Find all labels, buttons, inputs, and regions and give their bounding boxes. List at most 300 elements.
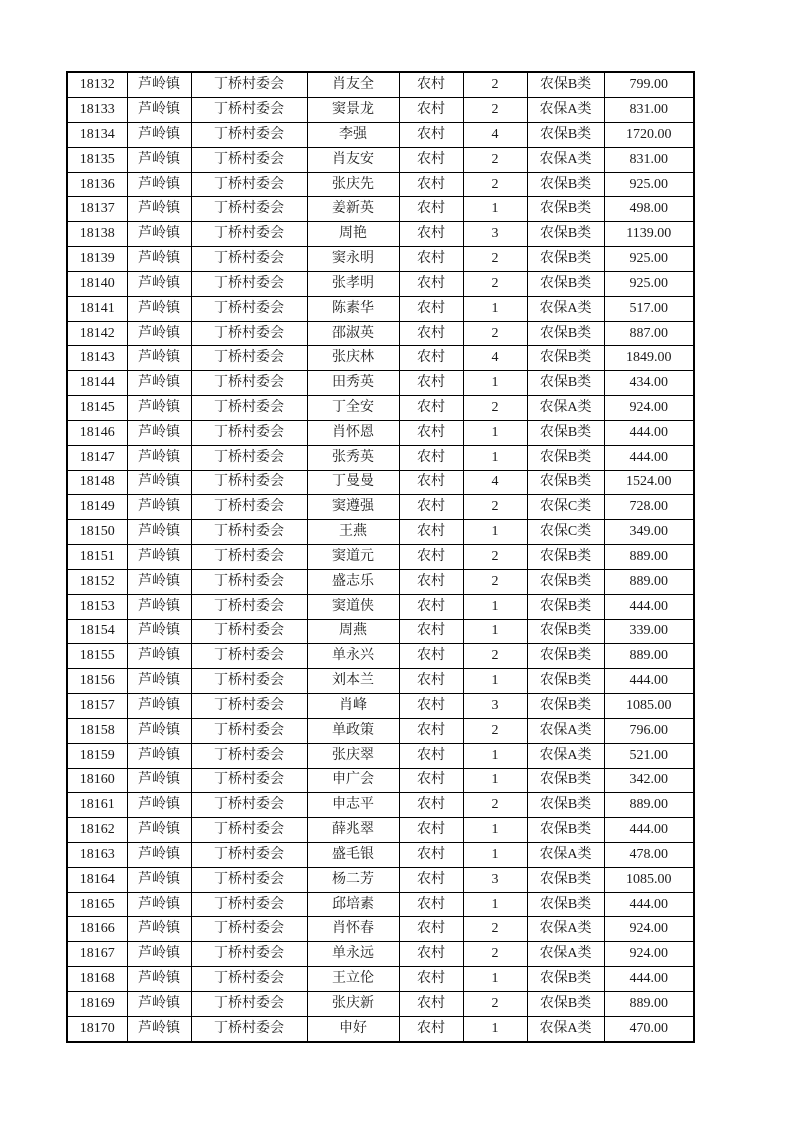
cell-village-committee: 丁桥村委会 [191,843,307,868]
cell-record-id: 18158 [67,718,127,743]
cell-person-count: 1 [463,843,527,868]
cell-name: 张庆先 [307,172,399,197]
cell-town: 芦岭镇 [127,420,191,445]
cell-person-count: 2 [463,396,527,421]
cell-record-id: 18154 [67,619,127,644]
cell-insurance-category: 农保A类 [527,396,604,421]
table-row [67,694,694,719]
cell-village-committee: 丁桥村委会 [191,445,307,470]
cell-town: 芦岭镇 [127,122,191,147]
cell-residence-type: 农村 [399,818,463,843]
cell-amount: 831.00 [604,147,694,172]
cell-residence-type: 农村 [399,296,463,321]
cell-insurance-category: 农保B类 [527,545,604,570]
cell-town: 芦岭镇 [127,470,191,495]
cell-name: 张庆新 [307,991,399,1016]
cell-town: 芦岭镇 [127,768,191,793]
cell-person-count: 2 [463,98,527,123]
table-row [67,569,694,594]
cell-village-committee: 丁桥村委会 [191,122,307,147]
cell-person-count: 1 [463,967,527,992]
cell-name: 姜新英 [307,197,399,222]
cell-residence-type: 农村 [399,619,463,644]
table-row [67,396,694,421]
cell-village-committee: 丁桥村委会 [191,669,307,694]
cell-residence-type: 农村 [399,892,463,917]
cell-amount: 478.00 [604,843,694,868]
cell-village-committee: 丁桥村委会 [191,222,307,247]
cell-town: 芦岭镇 [127,942,191,967]
cell-residence-type: 农村 [399,321,463,346]
cell-person-count: 2 [463,147,527,172]
cell-insurance-category: 农保B类 [527,420,604,445]
cell-record-id: 18169 [67,991,127,1016]
table-row [67,271,694,296]
cell-village-committee: 丁桥村委会 [191,967,307,992]
cell-record-id: 18133 [67,98,127,123]
cell-village-committee: 丁桥村委会 [191,793,307,818]
cell-town: 芦岭镇 [127,1016,191,1042]
cell-person-count: 1 [463,520,527,545]
table-row [67,843,694,868]
table-row [67,743,694,768]
cell-insurance-category: 农保A类 [527,147,604,172]
cell-village-committee: 丁桥村委会 [191,247,307,272]
cell-town: 芦岭镇 [127,694,191,719]
records-table [66,71,695,1043]
cell-amount: 349.00 [604,520,694,545]
cell-name: 张秀英 [307,445,399,470]
cell-record-id: 18156 [67,669,127,694]
cell-town: 芦岭镇 [127,818,191,843]
cell-amount: 470.00 [604,1016,694,1042]
cell-town: 芦岭镇 [127,271,191,296]
cell-residence-type: 农村 [399,470,463,495]
cell-town: 芦岭镇 [127,147,191,172]
cell-record-id: 18167 [67,942,127,967]
cell-amount: 925.00 [604,247,694,272]
cell-record-id: 18164 [67,867,127,892]
table-row [67,867,694,892]
cell-name: 王立伦 [307,967,399,992]
cell-name: 丁曼曼 [307,470,399,495]
cell-village-committee: 丁桥村委会 [191,495,307,520]
cell-amount: 1139.00 [604,222,694,247]
cell-person-count: 2 [463,793,527,818]
cell-name: 单永兴 [307,644,399,669]
cell-residence-type: 农村 [399,917,463,942]
cell-residence-type: 农村 [399,396,463,421]
cell-insurance-category: 农保B类 [527,122,604,147]
cell-record-id: 18141 [67,296,127,321]
cell-amount: 517.00 [604,296,694,321]
cell-village-committee: 丁桥村委会 [191,72,307,98]
cell-village-committee: 丁桥村委会 [191,271,307,296]
cell-residence-type: 农村 [399,1016,463,1042]
cell-person-count: 1 [463,296,527,321]
cell-residence-type: 农村 [399,445,463,470]
cell-record-id: 18147 [67,445,127,470]
cell-town: 芦岭镇 [127,445,191,470]
cell-village-committee: 丁桥村委会 [191,569,307,594]
cell-person-count: 2 [463,495,527,520]
cell-name: 丁全安 [307,396,399,421]
cell-amount: 799.00 [604,72,694,98]
table-body [67,72,694,1042]
cell-record-id: 18150 [67,520,127,545]
cell-name: 邵淑英 [307,321,399,346]
cell-person-count: 2 [463,644,527,669]
cell-village-committee: 丁桥村委会 [191,942,307,967]
cell-village-committee: 丁桥村委会 [191,346,307,371]
cell-town: 芦岭镇 [127,495,191,520]
cell-insurance-category: 农保B类 [527,72,604,98]
cell-insurance-category: 农保A类 [527,1016,604,1042]
cell-amount: 796.00 [604,718,694,743]
cell-residence-type: 农村 [399,495,463,520]
cell-amount: 887.00 [604,321,694,346]
table-row [67,942,694,967]
cell-person-count: 1 [463,420,527,445]
cell-residence-type: 农村 [399,197,463,222]
table-row [67,470,694,495]
cell-amount: 1720.00 [604,122,694,147]
cell-record-id: 18142 [67,321,127,346]
table-row [67,818,694,843]
cell-village-committee: 丁桥村委会 [191,1016,307,1042]
cell-amount: 434.00 [604,371,694,396]
cell-village-committee: 丁桥村委会 [191,545,307,570]
cell-person-count: 1 [463,892,527,917]
cell-person-count: 2 [463,917,527,942]
cell-name: 肖友全 [307,72,399,98]
cell-record-id: 18143 [67,346,127,371]
cell-town: 芦岭镇 [127,619,191,644]
cell-village-committee: 丁桥村委会 [191,371,307,396]
cell-insurance-category: 农保B类 [527,470,604,495]
table-row [67,520,694,545]
cell-name: 窦景龙 [307,98,399,123]
cell-record-id: 18138 [67,222,127,247]
cell-residence-type: 农村 [399,98,463,123]
cell-insurance-category: 农保A类 [527,743,604,768]
cell-amount: 924.00 [604,396,694,421]
cell-person-count: 1 [463,1016,527,1042]
cell-town: 芦岭镇 [127,793,191,818]
cell-name: 单政策 [307,718,399,743]
table-row [67,296,694,321]
cell-residence-type: 农村 [399,420,463,445]
cell-insurance-category: 农保A类 [527,98,604,123]
cell-town: 芦岭镇 [127,197,191,222]
table-row [67,371,694,396]
cell-town: 芦岭镇 [127,545,191,570]
cell-town: 芦岭镇 [127,917,191,942]
cell-town: 芦岭镇 [127,172,191,197]
cell-record-id: 18166 [67,917,127,942]
cell-insurance-category: 农保B类 [527,818,604,843]
cell-name: 窦遵强 [307,495,399,520]
cell-insurance-category: 农保B类 [527,892,604,917]
table-row [67,718,694,743]
cell-village-committee: 丁桥村委会 [191,147,307,172]
cell-town: 芦岭镇 [127,991,191,1016]
table-row [67,793,694,818]
table-row [67,1016,694,1042]
cell-person-count: 1 [463,445,527,470]
table-row [67,247,694,272]
table-row [67,892,694,917]
cell-name: 盛志乐 [307,569,399,594]
cell-village-committee: 丁桥村委会 [191,197,307,222]
cell-town: 芦岭镇 [127,743,191,768]
cell-village-committee: 丁桥村委会 [191,694,307,719]
cell-insurance-category: 农保B类 [527,793,604,818]
cell-record-id: 18152 [67,569,127,594]
cell-town: 芦岭镇 [127,371,191,396]
cell-record-id: 18163 [67,843,127,868]
cell-person-count: 2 [463,569,527,594]
cell-residence-type: 农村 [399,569,463,594]
table-row [67,545,694,570]
cell-record-id: 18134 [67,122,127,147]
cell-insurance-category: 农保B类 [527,594,604,619]
cell-person-count: 2 [463,991,527,1016]
cell-insurance-category: 农保B类 [527,222,604,247]
cell-record-id: 18145 [67,396,127,421]
cell-residence-type: 农村 [399,271,463,296]
cell-residence-type: 农村 [399,669,463,694]
cell-town: 芦岭镇 [127,669,191,694]
cell-person-count: 4 [463,346,527,371]
cell-person-count: 1 [463,197,527,222]
cell-insurance-category: 农保B类 [527,569,604,594]
cell-amount: 444.00 [604,445,694,470]
cell-insurance-category: 农保B类 [527,247,604,272]
cell-amount: 889.00 [604,793,694,818]
cell-residence-type: 农村 [399,718,463,743]
cell-person-count: 1 [463,371,527,396]
cell-record-id: 18162 [67,818,127,843]
cell-amount: 925.00 [604,172,694,197]
cell-person-count: 2 [463,172,527,197]
cell-name: 杨二芳 [307,867,399,892]
cell-residence-type: 农村 [399,793,463,818]
cell-village-committee: 丁桥村委会 [191,991,307,1016]
cell-amount: 1085.00 [604,694,694,719]
cell-insurance-category: 农保B类 [527,768,604,793]
cell-village-committee: 丁桥村委会 [191,594,307,619]
cell-residence-type: 农村 [399,644,463,669]
cell-name: 周艳 [307,222,399,247]
cell-name: 窦永明 [307,247,399,272]
table-row [67,122,694,147]
table-row [67,594,694,619]
table-row [67,172,694,197]
cell-person-count: 4 [463,470,527,495]
cell-residence-type: 农村 [399,694,463,719]
cell-record-id: 18137 [67,197,127,222]
table-row [67,147,694,172]
cell-name: 田秀英 [307,371,399,396]
table-row [67,222,694,247]
cell-insurance-category: 农保C类 [527,520,604,545]
cell-insurance-category: 农保B类 [527,967,604,992]
cell-insurance-category: 农保A类 [527,843,604,868]
cell-person-count: 3 [463,694,527,719]
cell-record-id: 18155 [67,644,127,669]
cell-town: 芦岭镇 [127,843,191,868]
cell-person-count: 4 [463,122,527,147]
cell-insurance-category: 农保A类 [527,942,604,967]
cell-residence-type: 农村 [399,371,463,396]
cell-village-committee: 丁桥村委会 [191,98,307,123]
cell-person-count: 1 [463,743,527,768]
cell-village-committee: 丁桥村委会 [191,917,307,942]
cell-record-id: 18140 [67,271,127,296]
cell-amount: 444.00 [604,594,694,619]
table-row [67,495,694,520]
cell-name: 周燕 [307,619,399,644]
cell-person-count: 1 [463,768,527,793]
cell-insurance-category: 农保B类 [527,694,604,719]
cell-name: 张庆林 [307,346,399,371]
table-row [67,917,694,942]
cell-record-id: 18159 [67,743,127,768]
cell-amount: 924.00 [604,942,694,967]
cell-village-committee: 丁桥村委会 [191,470,307,495]
cell-name: 肖怀春 [307,917,399,942]
cell-record-id: 18165 [67,892,127,917]
cell-amount: 339.00 [604,619,694,644]
cell-amount: 889.00 [604,991,694,1016]
cell-town: 芦岭镇 [127,321,191,346]
cell-town: 芦岭镇 [127,346,191,371]
table-row [67,72,694,98]
cell-town: 芦岭镇 [127,967,191,992]
cell-name: 刘本兰 [307,669,399,694]
cell-village-committee: 丁桥村委会 [191,420,307,445]
cell-insurance-category: 农保B类 [527,321,604,346]
cell-village-committee: 丁桥村委会 [191,619,307,644]
cell-insurance-category: 农保B类 [527,371,604,396]
cell-town: 芦岭镇 [127,892,191,917]
cell-residence-type: 农村 [399,147,463,172]
cell-insurance-category: 农保C类 [527,495,604,520]
cell-town: 芦岭镇 [127,247,191,272]
cell-village-committee: 丁桥村委会 [191,743,307,768]
cell-record-id: 18168 [67,967,127,992]
cell-amount: 728.00 [604,495,694,520]
cell-amount: 889.00 [604,569,694,594]
cell-person-count: 1 [463,818,527,843]
cell-residence-type: 农村 [399,843,463,868]
cell-village-committee: 丁桥村委会 [191,321,307,346]
cell-amount: 889.00 [604,545,694,570]
cell-name: 王燕 [307,520,399,545]
table-row [67,644,694,669]
cell-insurance-category: 农保B类 [527,669,604,694]
cell-record-id: 18148 [67,470,127,495]
cell-insurance-category: 农保A类 [527,718,604,743]
cell-name: 肖怀恩 [307,420,399,445]
cell-residence-type: 农村 [399,545,463,570]
cell-insurance-category: 农保B类 [527,991,604,1016]
table-row [67,445,694,470]
cell-name: 邱培素 [307,892,399,917]
table-row [67,197,694,222]
cell-person-count: 2 [463,718,527,743]
cell-record-id: 18160 [67,768,127,793]
cell-record-id: 18170 [67,1016,127,1042]
table-row [67,619,694,644]
cell-record-id: 18153 [67,594,127,619]
cell-name: 盛毛银 [307,843,399,868]
cell-residence-type: 农村 [399,247,463,272]
cell-person-count: 2 [463,271,527,296]
cell-name: 肖友安 [307,147,399,172]
cell-town: 芦岭镇 [127,396,191,421]
cell-town: 芦岭镇 [127,72,191,98]
cell-town: 芦岭镇 [127,569,191,594]
table-row [67,346,694,371]
cell-name: 肖峰 [307,694,399,719]
cell-amount: 498.00 [604,197,694,222]
cell-residence-type: 农村 [399,743,463,768]
cell-name: 窦道侠 [307,594,399,619]
cell-village-committee: 丁桥村委会 [191,644,307,669]
cell-insurance-category: 农保B类 [527,644,604,669]
cell-town: 芦岭镇 [127,222,191,247]
table-row [67,420,694,445]
cell-town: 芦岭镇 [127,296,191,321]
cell-amount: 444.00 [604,892,694,917]
table-row [67,967,694,992]
cell-residence-type: 农村 [399,122,463,147]
cell-record-id: 18151 [67,545,127,570]
cell-insurance-category: 农保B类 [527,271,604,296]
cell-village-committee: 丁桥村委会 [191,520,307,545]
cell-insurance-category: 农保B类 [527,445,604,470]
cell-residence-type: 农村 [399,520,463,545]
cell-amount: 521.00 [604,743,694,768]
cell-name: 薛兆翠 [307,818,399,843]
cell-amount: 444.00 [604,420,694,445]
cell-record-id: 18135 [67,147,127,172]
table-row [67,321,694,346]
cell-name: 申志平 [307,793,399,818]
cell-person-count: 1 [463,594,527,619]
cell-amount: 831.00 [604,98,694,123]
cell-residence-type: 农村 [399,768,463,793]
cell-insurance-category: 农保A类 [527,296,604,321]
table-row [67,669,694,694]
cell-village-committee: 丁桥村委会 [191,296,307,321]
cell-insurance-category: 农保B类 [527,197,604,222]
cell-village-committee: 丁桥村委会 [191,818,307,843]
cell-person-count: 1 [463,619,527,644]
cell-residence-type: 农村 [399,346,463,371]
table-row [67,768,694,793]
cell-amount: 342.00 [604,768,694,793]
cell-village-committee: 丁桥村委会 [191,768,307,793]
cell-person-count: 2 [463,321,527,346]
cell-insurance-category: 农保A类 [527,917,604,942]
cell-person-count: 3 [463,222,527,247]
cell-name: 单永远 [307,942,399,967]
cell-amount: 924.00 [604,917,694,942]
cell-town: 芦岭镇 [127,644,191,669]
